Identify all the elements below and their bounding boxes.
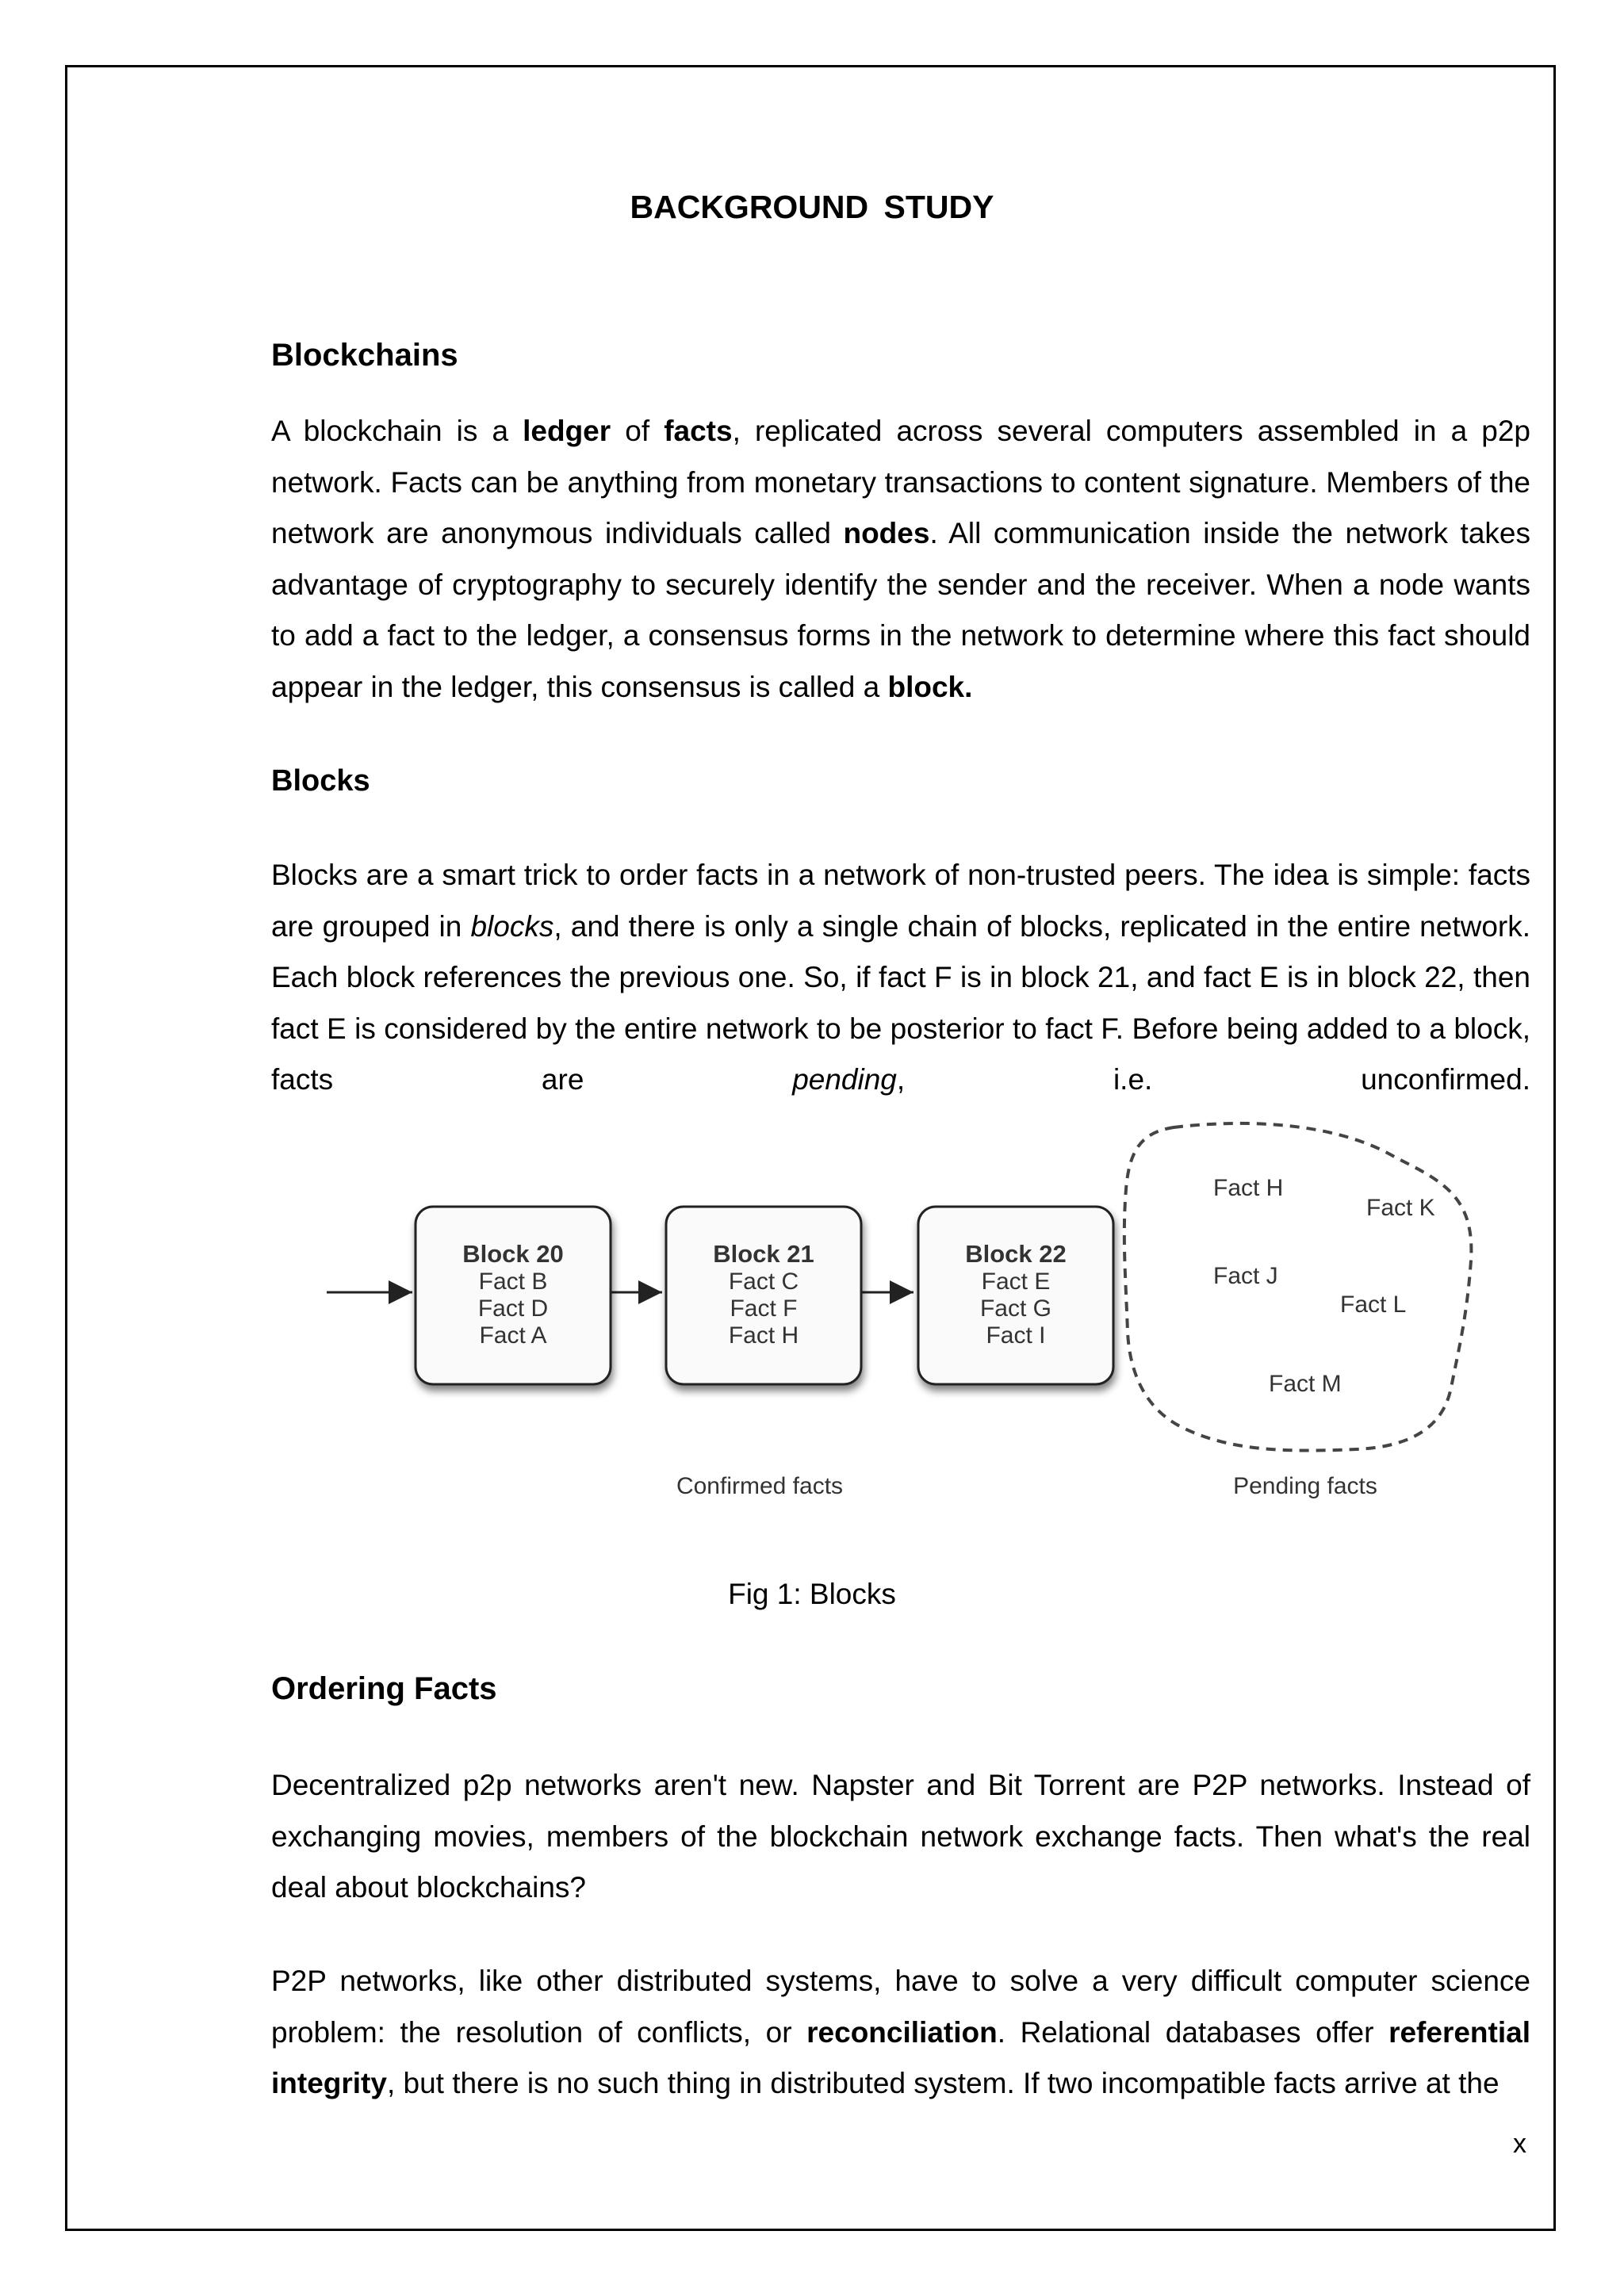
pending-fact: Fact H [1213,1175,1284,1201]
pending-facts-label: Pending facts [1233,1473,1377,1499]
block-name: Block 22 [965,1240,1067,1268]
text-run: , i.e. unconfirmed. [896,1063,1530,1096]
text-run: Decentralized p2p networks aren't new. Napster and Bit Torrent are P2P networks. Instead of exchanging movies, members of the blockchain network exchange facts. Then what's the real deal about blockchains? [271,1769,1530,1904]
pending-pool-outline [1124,1123,1472,1451]
block-fact: Fact B [478,1269,548,1295]
block-20 [416,1207,611,1384]
blocks-figure [317,1110,1491,1522]
text-run: , replicated across several computers assembled in a p2p network. Facts can be anything from monetary transactions to content signature. Members of the network are anonymous individuals called [271,415,1530,549]
bold-term: facts [664,415,733,447]
block-fact: Fact G [979,1295,1052,1322]
bold-term: reconciliation [806,2015,998,2049]
block-fact: Fact D [477,1295,549,1322]
paragraph-blockchains [271,406,1530,713]
pending-fact: Fact J [1213,1263,1278,1289]
figure-caption: Fig 1: Blocks [728,1578,896,1610]
text-run: P2P networks, like other distributed systems, have to solve a very difficult computer science problem: the resolution of conflicts, or [271,1965,1530,2049]
confirmed-facts-label: Confirmed facts [676,1473,844,1499]
page-number: x [1513,2129,1526,2159]
heading-blocks: Blocks [271,764,370,798]
bold-term: nodes [843,517,930,549]
text-run: . Relational databases offer [997,2015,1389,2049]
heading-blockchains: Blockchains [271,338,458,373]
paragraph-ordering-1 [271,1760,1530,1914]
italic-term: pending [792,1063,897,1096]
bold-term: referential integrity [271,2015,1530,2099]
block-fact: Fact A [479,1322,547,1349]
text-run: , and there is only a single chain of blocks, replicated in the entire network. Each block references the previous one. So, if fact F is in block 21, and fact E is in block 22, then fact E is considered by the entire network to be posterior to fact F. Before being added to a block, facts are [271,909,1530,1096]
block-fact: Fact H [728,1322,799,1349]
heading-ordering-facts: Ordering Facts [271,1671,497,1706]
bold-term: ledger [523,415,611,447]
pending-fact: Fact M [1269,1371,1342,1397]
bold-term: block. [887,670,973,703]
block-fact: Fact E [981,1269,1051,1295]
block-fact: Fact I [986,1322,1046,1349]
paragraph-blocks [271,850,1530,1106]
pending-fact: Fact K [1366,1195,1435,1221]
text-run: of [611,415,665,447]
page-title: BACKGROUND STUDY [630,189,994,225]
block-21 [666,1207,861,1384]
block-fact: Fact F [730,1295,798,1322]
text-run: . All communication inside the network takes advantage of cryptography to securely identify the sender and the receiver. When a node wants to add a fact to the ledger, a consensus forms in the network to determine where this fact should appear in the ledger, this consensus is called a [271,517,1530,703]
block-name: Block 20 [462,1240,564,1268]
paragraph-ordering-2 [271,1956,1530,2110]
italic-term: blocks [470,909,554,943]
text-run: , but there is no such thing in distributed system. If two incompatible facts arrive at the [386,2067,1500,2099]
block-name: Block 21 [713,1240,814,1268]
pending-fact: Fact L [1340,1292,1407,1318]
block-22 [918,1207,1113,1384]
text-run: A blockchain is a [271,415,523,447]
text-run: Blocks are a smart trick to order facts in a network of non-trusted peers. The idea is simple: facts are grouped in [271,859,1530,943]
block-fact: Fact C [728,1269,799,1295]
